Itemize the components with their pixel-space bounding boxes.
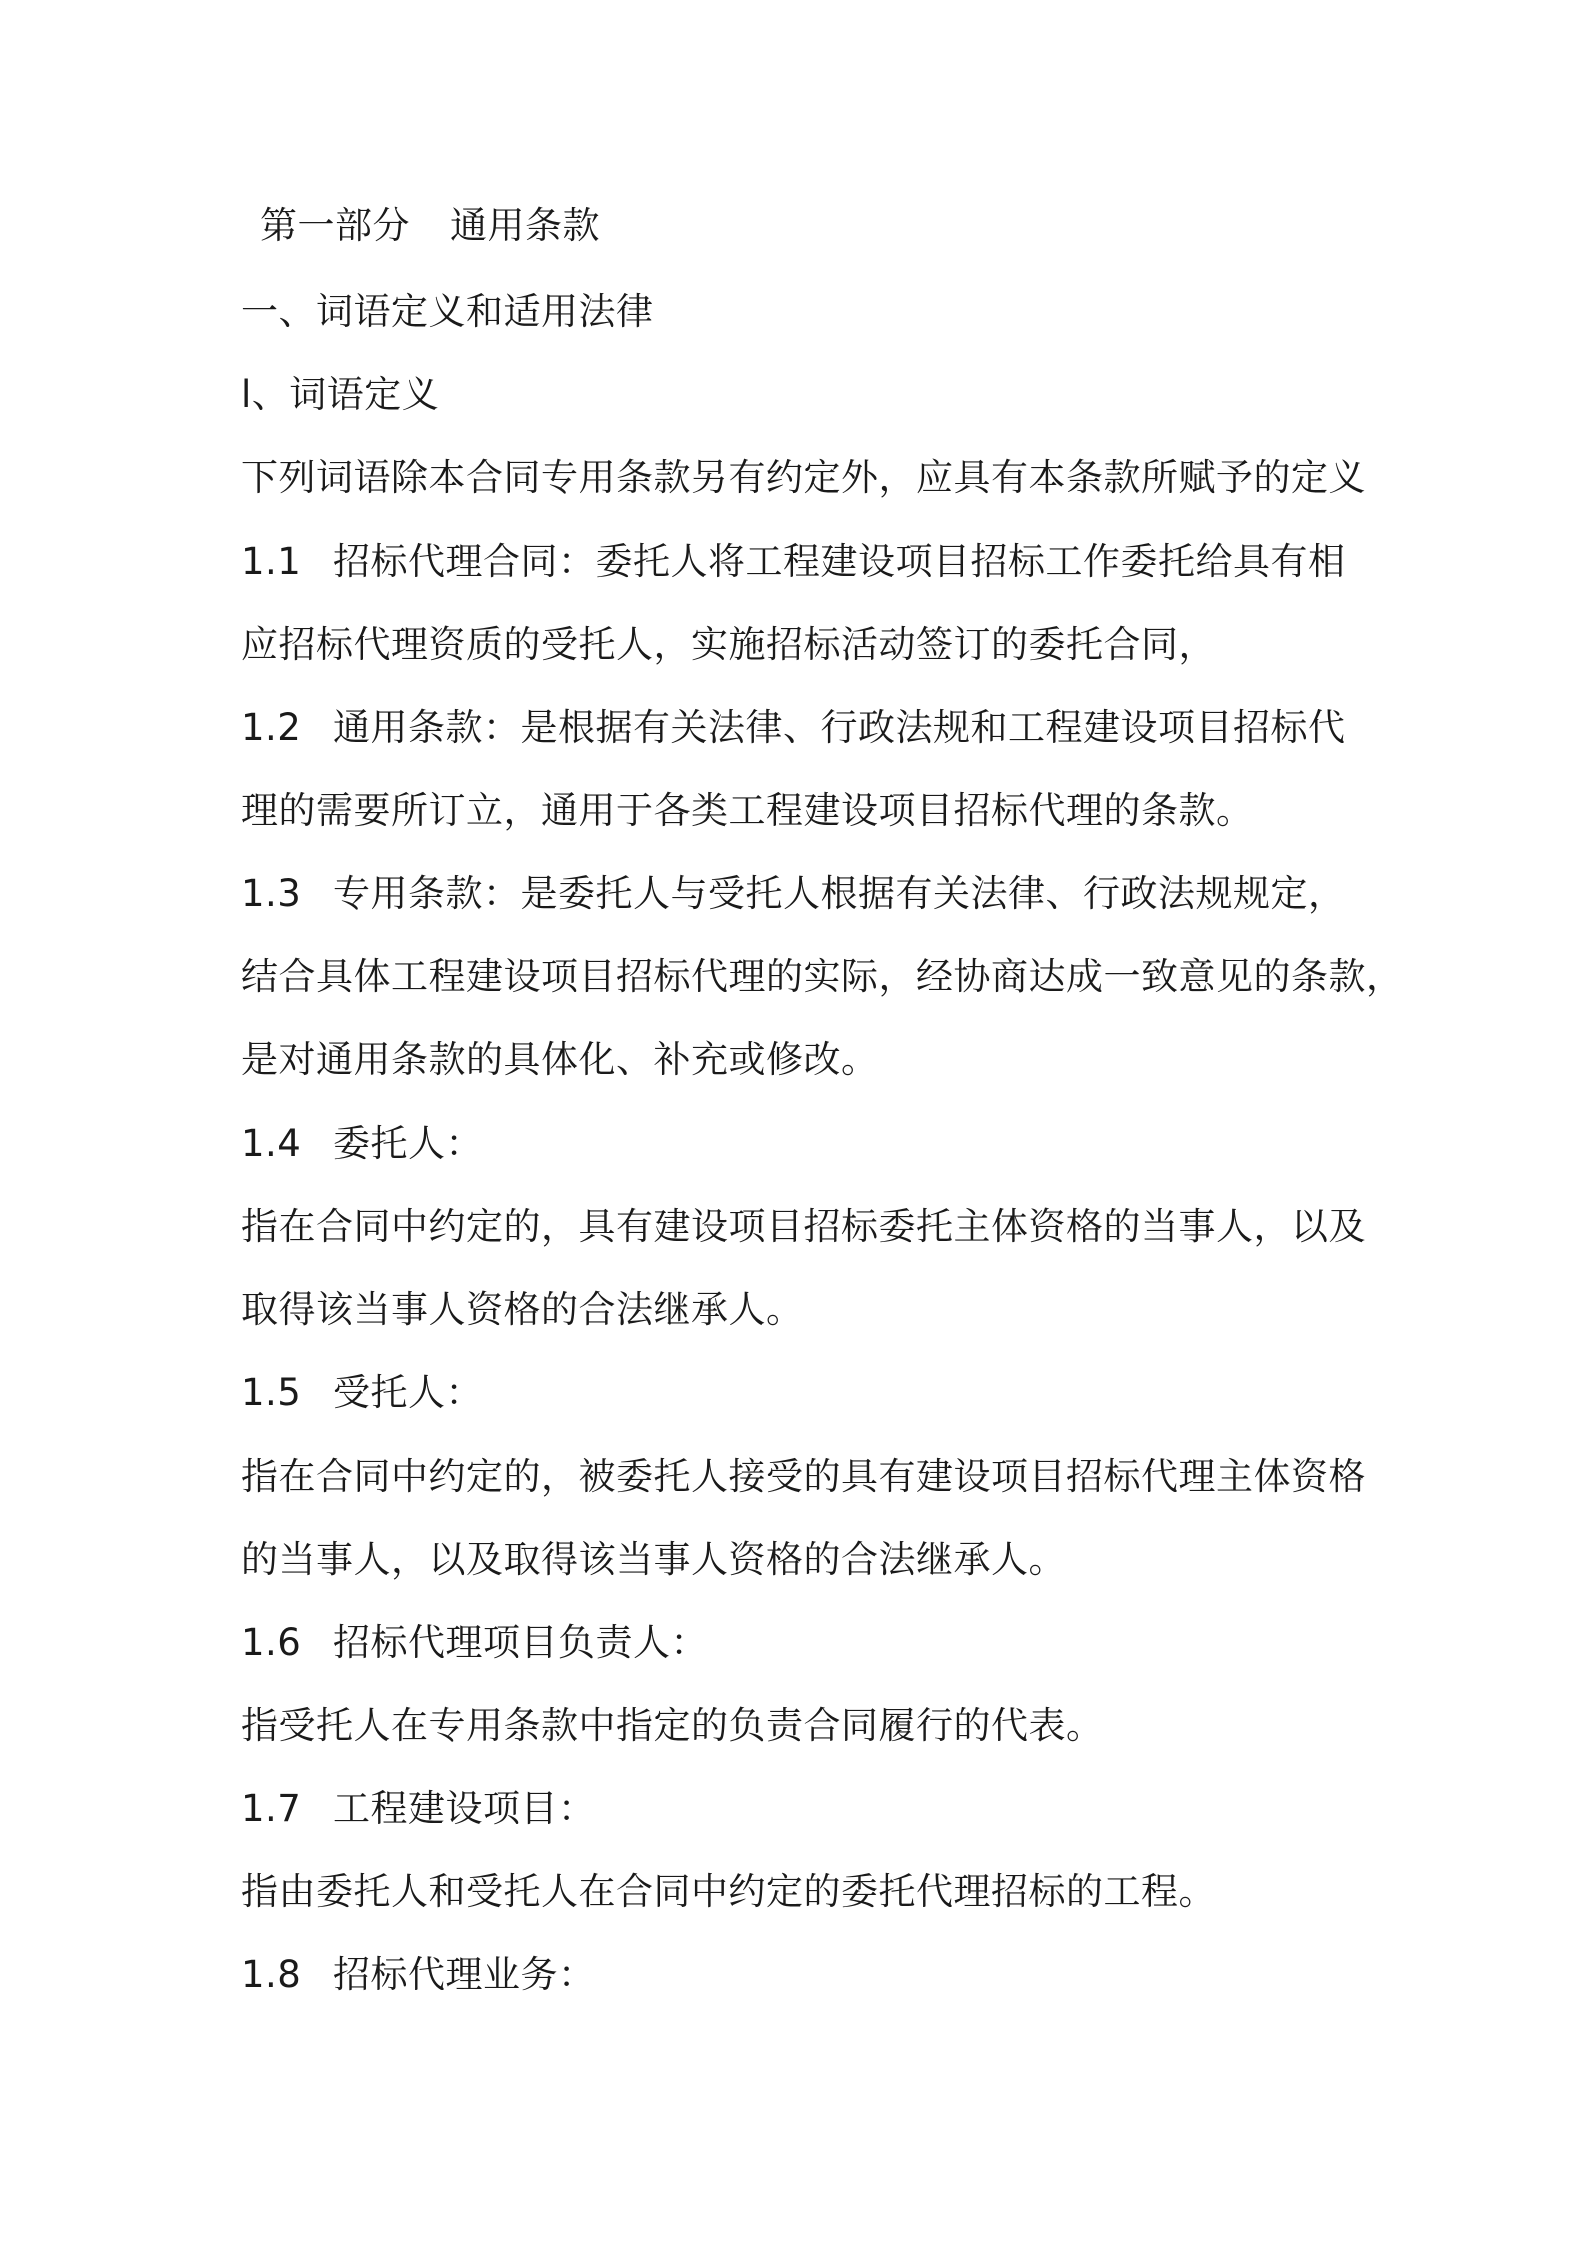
clause-1-2-continuation: 理的需要所订立，通用于各类工程建设项目招标代理的条款。 [241, 789, 1254, 832]
clause-number: 1.2 [241, 706, 302, 749]
clause-text: 委托人： [333, 1122, 483, 1165]
clause-1-4-definition: 指在合同中约定的，具有建设项目招标委托主体资格的当事人，以及 [241, 1205, 1366, 1248]
clause-text: 招标代理业务： [333, 1953, 596, 1996]
part-label: 第一部分 [260, 204, 410, 247]
clause-1-3 [241, 872, 1346, 916]
clause-1-4 [241, 1122, 483, 1166]
clause-1-6 [241, 1621, 708, 1665]
clause-number: 1.3 [241, 872, 302, 915]
clause-number: 1.5 [241, 1371, 302, 1414]
clause-text: 工程建设项目： [333, 1787, 596, 1830]
section-heading: 一、词语定义和适用法律 [241, 290, 654, 333]
subsection-heading: l、词语定义 [241, 373, 440, 416]
clause-1-7 [241, 1787, 596, 1831]
clause-1-2 [241, 706, 1346, 750]
clause-text: 专用条款：是委托人与受托人根据有关法律、行政法规规定， [333, 872, 1346, 915]
part-title: 通用条款 [450, 204, 600, 247]
clause-1-3-continuation: 是对通用条款的具体化、补充或修改。 [241, 1038, 879, 1081]
clause-1-7-definition: 指由委托人和受托人在合同中约定的委托代理招标的工程。 [241, 1870, 1216, 1913]
clause-number: 1.6 [241, 1621, 302, 1664]
clause-1-3-continuation: 结合具体工程建设项目招标代理的实际，经协商达成一致意见的条款， [241, 955, 1404, 998]
clause-number: 1.1 [241, 540, 302, 583]
clause-text: 通用条款：是根据有关法律、行政法规和工程建设项目招标代 [333, 706, 1346, 749]
clause-1-1-continuation: 应招标代理资质的受托人，实施招标活动签订的委托合同， [241, 623, 1216, 666]
clause-1-5-definition: 的当事人，以及取得该当事人资格的合法继承人。 [241, 1538, 1066, 1581]
clause-number: 1.8 [241, 1953, 302, 1996]
part-heading [260, 204, 600, 248]
clause-1-4-definition: 取得该当事人资格的合法继承人。 [241, 1288, 804, 1331]
clause-1-6-definition: 指受托人在专用条款中指定的负责合同履行的代表。 [241, 1704, 1104, 1747]
clause-text: 招标代理合同：委托人将工程建设项目招标工作委托给具有相 [333, 540, 1346, 583]
clause-1-1 [241, 540, 1346, 584]
clause-number: 1.7 [241, 1787, 302, 1830]
clause-1-5-definition: 指在合同中约定的，被委托人接受的具有建设项目招标代理主体资格 [241, 1455, 1366, 1498]
clause-text: 受托人： [333, 1371, 483, 1414]
clause-1-5 [241, 1371, 483, 1415]
clause-1-8 [241, 1953, 596, 1997]
intro-paragraph: 下列词语除本合同专用条款另有约定外，应具有本条款所赋予的定义 [241, 456, 1366, 499]
clause-text: 招标代理项目负责人： [333, 1621, 708, 1664]
clause-number: 1.4 [241, 1122, 302, 1165]
